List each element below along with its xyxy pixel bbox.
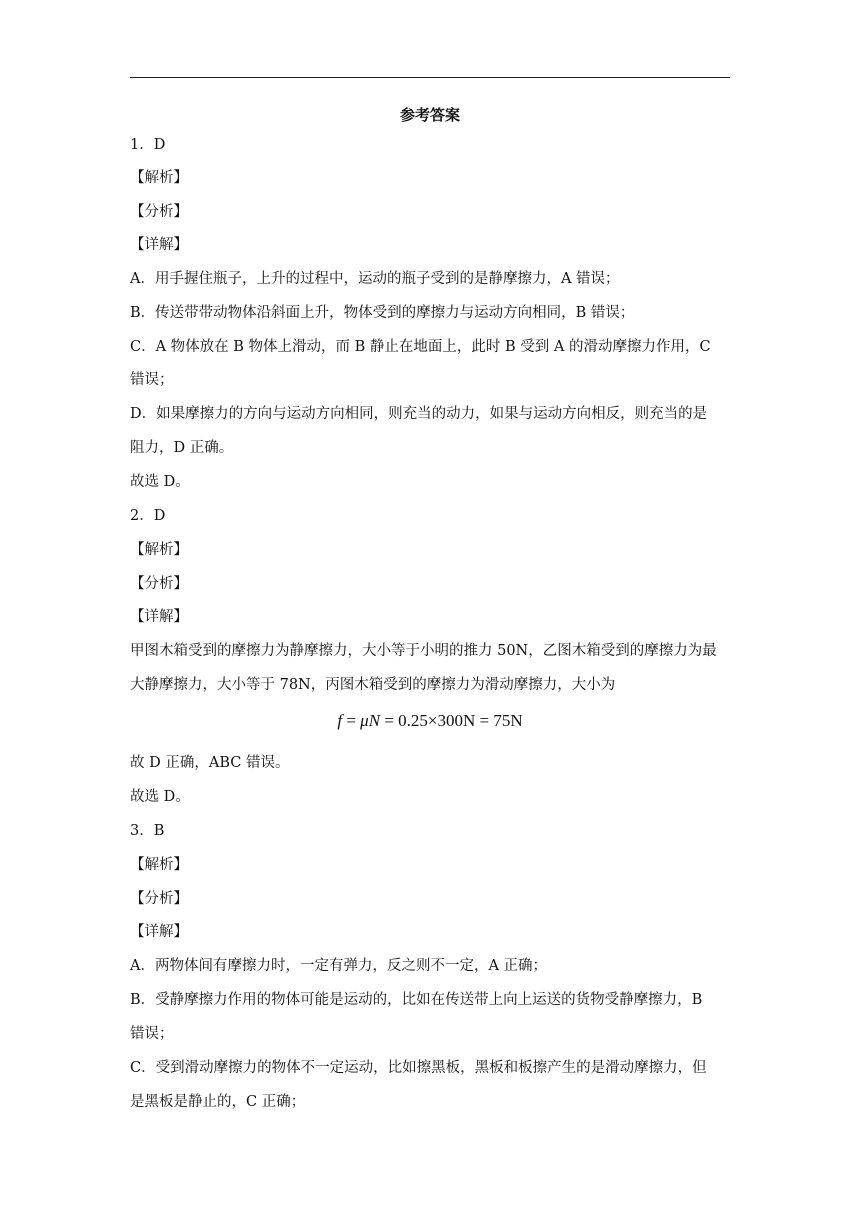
answer-3-option-c-cont: 是黑板是静止的，C 正确； bbox=[130, 1094, 306, 1110]
answer-2-choice: 故选 D。 bbox=[130, 789, 190, 805]
answer-1-fenxi: 【分析】 bbox=[130, 204, 188, 220]
answer-3-jiexi: 【解析】 bbox=[130, 857, 188, 873]
answer-2-label: 2．D bbox=[130, 508, 166, 524]
page-title: 参考答案 bbox=[399, 106, 460, 124]
answer-2-xiangjie: 【详解】 bbox=[130, 609, 188, 625]
friction-formula bbox=[0, 710, 860, 732]
answer-1-option-c-cont: 错误； bbox=[130, 372, 174, 388]
formula-n: N bbox=[368, 711, 381, 730]
answer-1-option-a: A．用手握住瓶子，上升的过程中，运动的瓶子受到的是静摩擦力，A 错误； bbox=[130, 271, 620, 287]
answer-3-option-b: B．受静摩擦力作用的物体可能是运动的，比如在传送带上向上运送的货物受静摩擦力，B bbox=[130, 992, 703, 1008]
answer-3-option-a: A．两物体间有摩擦力时，一定有弹力，反之则不一定，A 正确； bbox=[130, 958, 548, 974]
formula-eq: = bbox=[342, 711, 361, 730]
answer-1-option-d: D．如果摩擦力的方向与运动方向相同，则充当的动力，如果与运动方向相反，则充当的是 bbox=[130, 406, 708, 422]
answer-1-option-c: C．A 物体放在 B 物体上滑动，而 B 静止在地面上，此时 B 受到 A 的滑动摩擦力作用，C bbox=[130, 339, 711, 355]
answer-2-fenxi: 【分析】 bbox=[130, 576, 188, 592]
answer-1-option-d-cont: 阻力，D 正确。 bbox=[130, 440, 234, 456]
answer-2-conclusion: 故 D 正确，ABC 错误。 bbox=[130, 755, 290, 771]
answer-2-text-1: 甲图木箱受到的摩擦力为静摩擦力，大小等于小明的推力 50N，乙图木箱受到的摩擦力为最 bbox=[130, 643, 717, 659]
answer-1-choice: 故选 D。 bbox=[130, 474, 190, 490]
answer-3-option-b-cont: 错误； bbox=[130, 1026, 174, 1042]
answer-3-fenxi: 【分析】 bbox=[130, 891, 188, 907]
answer-3-label: 3．B bbox=[130, 823, 165, 839]
answer-1-label: 1．D bbox=[130, 137, 166, 153]
answer-1-jiexi: 【解析】 bbox=[130, 170, 188, 186]
answer-2-jiexi: 【解析】 bbox=[130, 542, 188, 558]
formula-mu: μ bbox=[360, 711, 369, 730]
header-rule bbox=[130, 77, 730, 78]
answer-2-text-2: 大静摩擦力，大小等于 78N，丙图木箱受到的摩擦力为滑动摩擦力，大小为 bbox=[130, 677, 616, 693]
answer-3-xiangjie: 【详解】 bbox=[130, 924, 188, 940]
formula-result: = 0.25×300N = 75N bbox=[380, 711, 523, 730]
answer-1-option-b: B．传送带带动物体沿斜面上升，物体受到的摩擦力与运动方向相同，B 错误； bbox=[130, 305, 635, 321]
formula-f: f bbox=[337, 711, 343, 730]
answer-3-option-c: C．受到滑动摩擦力的物体不一定运动，比如擦黑板，黑板和板擦产生的是滑动摩擦力，但 bbox=[130, 1060, 707, 1076]
answer-1-xiangjie: 【详解】 bbox=[130, 237, 188, 253]
